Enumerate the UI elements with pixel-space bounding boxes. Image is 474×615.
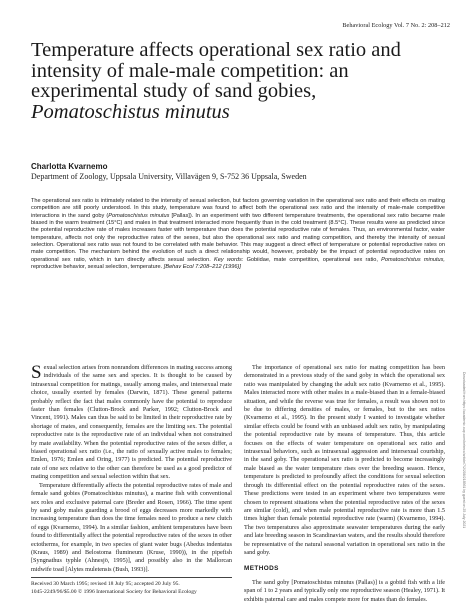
intro-paragraph-1: [31, 364, 232, 482]
title-line-3: experimental study of sand gobies,: [31, 80, 317, 102]
keywords: Gobiidae, mate competition, operational sex ratio,: [243, 256, 382, 263]
title-line-2: intensity of male-male competition: an: [31, 59, 349, 82]
download-side-note: Downloaded from https://academic.oup.com/beheco/article/7/2/208/218561 by guest on 25 July 2021: [462, 372, 466, 529]
intro-paragraph-2: Temperature differentially affects the potential reproductive rates of male and female sand gobies (Pomatoschistus minutus), a marine fish with conventional sex roles and exclusive paternal care (Breder and Rosen, 1966). The time spent by sand goby males guarding a brood of eggs decreases more markedly with increasing temperature than does the time females need to produce a new clutch of eggs (Kvarnemo, 1994). In a similar fashion, ambient temperatures have been found to differentially affect the potential reproductive rates of the sexes in other ectotherms, for example, in two species of giant water bugs (Abedus indentatus (Kraus, 1989) and Belostoma flumineum (Kruse, 1990)), in the pipefish [Syngnathus typhle (Ahnesjö, 1995)], and possibly also in the Mallorcan midwife toad [Alytes muletensis (Bush, 1993)].: [31, 481, 232, 573]
article-title: [31, 40, 451, 122]
drop-cap: S: [31, 362, 42, 383]
abstract-text-1: The operational sex ratio is intimately related to the intensity of sexual selection, but factors governing variation in the operational sex ratio and their effects on mating competition are still poorly understood. In this study, temperature was found to affect both the operational sex ratio and the intensity of male-male competitive interactions in the sand goby (: [31, 198, 445, 219]
title-species: Pomatoschistus minutus: [31, 100, 230, 123]
keywords-label: Key words:: [214, 256, 244, 263]
intro-paragraph-3: The importance of operational sex ratio for mating competition has been demonstrated in a previous study of the sand goby in which the operational sex ratio was manipulated by changing the adult sex ratio (Kvarnemo et al., 1995). Males interacted more with other males in a male-biased than in a female-biased situation, and while the reverse was true for females, a result was shown not to be due to differing densities of males, or females, but to the sex ratios (Kvarnemo et al., 1995). In the present study I wanted to investigate whether similar effects could be found with an unbiased adult sex ratio, by manipulating the potential reproductive rate by means of temperature. Thus, this article focuses on the effects of water temperature on operational sex ratio and intrasexual behaviors, such as intrasexual aggression and intersexual courtship, in the sand goby. The operational sex ratio is predicted to become increasingly male biased as the water temperature rises over the breeding season. Hence, temperature is predicted to profoundly affect the conditions for sexual selection through its differential effect on the potential reproductive rates of the sexes. These predictions were tested in an experiment where two temperatures were chosen to represent situations when the potential reproductive rates of the sexes are similar (cold), and when male potential reproductive rate is more than 1.5 times higher than female potential reproductive rate (warm) (Kvarnemo, 1994). The two temperatures also approximate seawater temperatures during the early and late breeding season in Scandinavian waters, and the results should therefore be representative of the natural seasonal variation in operational sex ratio in the sand goby.: [244, 364, 445, 556]
abstract-species: Pomatoschistus minutus: [108, 212, 170, 219]
abstract-citation: [Behav Ecol 7:208–212 (1996)]: [163, 264, 241, 271]
footnote: [31, 577, 232, 597]
methods-paragraph-1: The sand goby [Pomatoschistus minutus (Pallas)] is a gobiid fish with a life span of 1 to 2 years and typically only one reproductive season (Healey, 1971). It exhibits paternal care and males compete more for mates than do females.: [244, 578, 445, 603]
copyright-line: 1045-2249/96/$5.00 © 1996 International Society for Behavioral Ecology: [31, 588, 197, 595]
author-affiliation: Department of Zoology, Uppsala University, Villavägen 9, S-752 36 Uppsala, Sweden: [31, 172, 307, 181]
received-dates: Received 30 March 1995; revised 18 July 95; accepted 20 July 95.: [31, 581, 180, 587]
author-name: Charlotta Kvarnemo: [31, 162, 108, 171]
abstract: [31, 198, 445, 271]
running-head: Behavioral Ecology Vol. 7 No. 2: 208–212: [342, 22, 450, 29]
keywords-species: Pomatoschistus minutus,: [381, 256, 445, 263]
right-column: [244, 364, 445, 604]
author-block: [31, 162, 451, 182]
abstract-text-2: [Pallas]). In an experiment with two different temperature treatments, the operational sex ratio became male biased in the warm treatment (15°C) and males in that treatment interacted more frequently than in the cold treatment (8.5°C). These results were as predicted since the potential reproductive rate of males increases faster with temperature than does the potential reproductive rate of females. Thus, an environmental factor, water temperature, affects not only the reproductive rates of the sexes, but also the operational sex ratio and mating competition, and thereby the intensity of sexual selection. Operational sex ratio was not found to be correlated with male behavior. This may suggest a direct effect of temperature or potential reproductive rates on mate competition. The mechanism behind the evolution of such a direct relationship would, however, probably be the impact of potential reproductive rates on operational sex ratio, which in turn directly affects sexual selection.: [31, 212, 445, 263]
methods-heading: METHODS: [244, 565, 279, 573]
title-line-1: Temperature affects operational sex ratio and: [31, 39, 401, 61]
left-column: [31, 364, 232, 574]
keywords-end: reproductive behavior, sexual selection, temperature.: [31, 264, 163, 271]
intro-paragraph-1-text: exual selection arises from nonrandom differences in mating success among individuals of the same sex and species. It is thought to be caused by intrasexual competition for matings, usually among males, and intersexual mate choice, usually exerted by females (Darwin, 1871). These general patterns probably reflect the fact that males commonly have the potential to reproduce faster than females (Clutton-Brock and Parker, 1992; Clutton-Brock and Vincent, 1991). Males can thus be said to be limited in their reproductive rate by shortage of mates, and consequently, females are the limiting sex. The potential reproductive rate is the reproductive rate of an individual when not constrained by mate availability. When the potential reproductive rates of the sexes differ, a biased operational sex ratio (i.e., the ratio of sexually active males to females; Emlen, 1976; Emlen and Oring, 1977) is predicted. The potential reproductive rate of one sex relative to the other can therefore be used as a good predictor of mating competition and sexual selection within that sex.: [31, 364, 232, 481]
